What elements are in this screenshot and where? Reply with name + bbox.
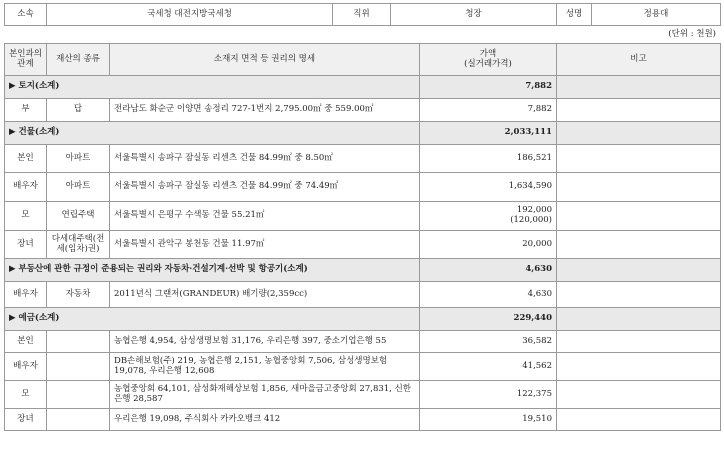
row-note: [557, 145, 721, 173]
row-kind: 연립주택: [47, 202, 110, 231]
section-title: ▶ 건물(소계): [5, 122, 420, 145]
row-note: [557, 331, 721, 353]
row-value: [420, 409, 557, 431]
header-description: 소재지 면적 등 권리의 명세: [110, 44, 420, 76]
row-description: 전라남도 화순군 이양면 송정리 727-1번지 2,795.00㎡ 중 559.00㎡: [110, 99, 420, 122]
section-subtotal-row: [5, 122, 721, 145]
row-value-main: 36,582: [522, 335, 552, 346]
row-value: [420, 145, 557, 173]
row-value: [420, 202, 557, 231]
row-description: 서울특별시 송파구 잠실동 리센츠 건물 84.99㎡ 중 8.50㎡: [110, 145, 420, 173]
header-note: 비고: [557, 44, 721, 76]
row-value: [420, 331, 557, 353]
section-total: 7,882: [420, 76, 557, 99]
row-value-main: 122,375: [516, 388, 552, 399]
row-kind: 답: [47, 99, 110, 122]
row-value-main: 7,882: [527, 104, 552, 115]
row-value: [420, 173, 557, 202]
section-total: 229,440: [420, 308, 557, 331]
affiliation-label: 소속: [5, 4, 47, 26]
row-relation: 배우자: [5, 173, 47, 202]
table-row: [5, 202, 721, 231]
row-note: [557, 381, 721, 409]
row-note: [557, 202, 721, 231]
name-label: 성명: [557, 4, 592, 26]
row-description: 서울특별시 관악구 봉천동 건물 11.97㎡: [110, 231, 420, 259]
row-value-main: 19,510: [522, 413, 552, 424]
section-note: [557, 76, 721, 99]
row-kind: [47, 353, 110, 381]
row-value-main: 186,521: [516, 152, 552, 163]
row-value: [420, 99, 557, 122]
row-note: [557, 99, 721, 122]
row-description: 우리은행 19,098, 주식회사 카카오뱅크 412: [110, 409, 420, 431]
header-row: [5, 44, 721, 76]
row-value-main: 1,634,590: [508, 181, 552, 192]
table-row: [5, 282, 721, 308]
table-row: [5, 173, 721, 202]
official-info-table: [4, 3, 721, 26]
row-relation: 모: [5, 381, 47, 409]
section-total: 4,630: [420, 259, 557, 282]
row-value: [420, 381, 557, 409]
row-value-main: 192,000: [516, 205, 552, 216]
table-row: [5, 381, 721, 409]
row-relation: 본인: [5, 331, 47, 353]
row-kind: [47, 409, 110, 431]
section-title: ▶ 부동산에 관한 규정이 준용되는 권리와 자동차·건설기계·선박 및 항공기(소계): [5, 259, 420, 282]
table-row: [5, 99, 721, 122]
table-row: [5, 145, 721, 173]
row-kind: 자동차: [47, 282, 110, 308]
row-description: 농협중앙회 64,101, 삼성화재해상보험 1,856, 새마을금고중앙회 27,831, 신한은행 28,587: [110, 381, 420, 409]
row-relation: 본인: [5, 145, 47, 173]
position-value: 청장: [391, 4, 557, 26]
unit-note: (단위 : 천원): [668, 29, 716, 39]
row-kind: [47, 331, 110, 353]
section-note: [557, 122, 721, 145]
row-relation: 장녀: [5, 231, 47, 259]
table-row: [5, 353, 721, 381]
header-kind: 재산의 종류: [47, 44, 110, 76]
section-note: [557, 259, 721, 282]
row-description: DB손해보험(주) 219, 농협은행 2,151, 농협중앙회 7,506, 삼성생명보험 19,078, 우리은행 12,608: [110, 353, 420, 381]
row-relation: 배우자: [5, 353, 47, 381]
row-note: [557, 282, 721, 308]
row-value-main: 4,630: [527, 288, 552, 299]
table-row: [5, 409, 721, 431]
asset-table: [4, 43, 721, 431]
row-kind: 아파트: [47, 145, 110, 173]
section-subtotal-row: [5, 76, 721, 99]
row-description: 서울특별시 은평구 수색동 건물 55.21㎡: [110, 202, 420, 231]
header-relation: 본인과의 관계: [5, 44, 47, 76]
row-kind: 다세대주택(전세(임차)권): [47, 231, 110, 259]
row-description: 농협은행 4,954, 삼성생명보험 31,176, 우리은행 397, 중소기업은행 55: [110, 331, 420, 353]
table-row: [5, 231, 721, 259]
row-note: [557, 409, 721, 431]
section-subtotal-row: [5, 308, 721, 331]
section-title: ▶ 예금(소계): [5, 308, 420, 331]
row-relation: 배우자: [5, 282, 47, 308]
row-value-secondary: (120,000): [510, 215, 552, 225]
row-value-main: 41,562: [522, 360, 552, 371]
row-description: 2011년식 그랜저(GRANDEUR) 배기량(2,359cc): [110, 282, 420, 308]
table-row: [5, 331, 721, 353]
row-value-main: 20,000: [522, 238, 552, 249]
row-note: [557, 231, 721, 259]
row-note: [557, 353, 721, 381]
header-value: 가액 (실거래가격): [420, 44, 557, 76]
row-relation: 모: [5, 202, 47, 231]
row-relation: 부: [5, 99, 47, 122]
position-label: 직위: [333, 4, 391, 26]
section-title: ▶ 토지(소계): [5, 76, 420, 99]
row-description: 서울특별시 송파구 잠실동 리센츠 건물 84.99㎡ 중 74.49㎡: [110, 173, 420, 202]
row-relation: 장녀: [5, 409, 47, 431]
row-kind: [47, 381, 110, 409]
section-total: 2,033,111: [420, 122, 557, 145]
section-subtotal-row: [5, 259, 721, 282]
row-value: [420, 353, 557, 381]
row-kind: 아파트: [47, 173, 110, 202]
row-note: [557, 173, 721, 202]
name-value: 정용대: [592, 4, 721, 26]
row-value: [420, 282, 557, 308]
row-value: [420, 231, 557, 259]
affiliation-value: 국세청 대전지방국세청: [47, 4, 333, 26]
section-note: [557, 308, 721, 331]
